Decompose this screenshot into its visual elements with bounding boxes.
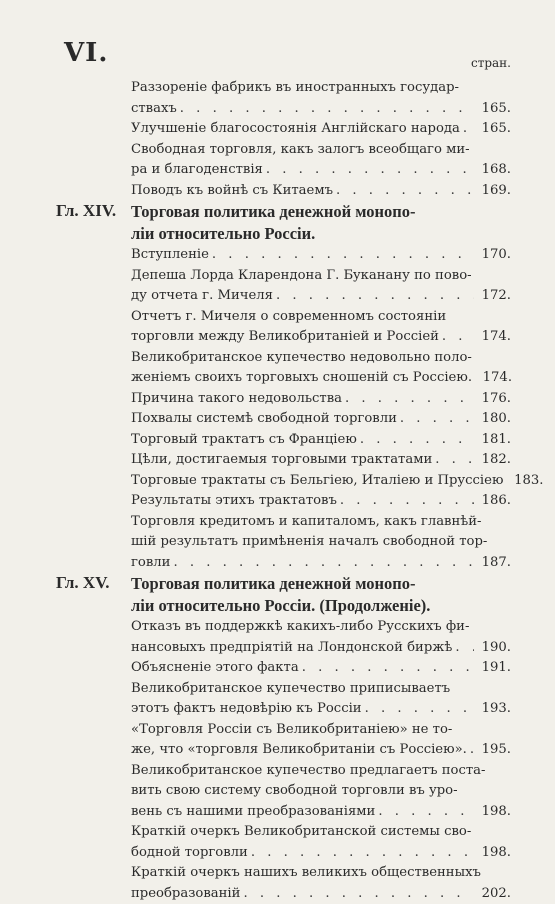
entry-text-line: вить свою систему свободной торговли въ уро-: [131, 781, 458, 802]
dot-leader: [442, 327, 474, 348]
entry-text-line: Цѣли, достигаемыя торговыми трактатами: [131, 450, 432, 471]
dot-leader: [243, 884, 474, 904]
entry-page-number: 174.: [477, 327, 511, 348]
entry-text-line: Результаты этихъ трактатовъ: [131, 491, 337, 512]
dot-leader: [251, 843, 474, 864]
chapter-title-line: ліи относительно Россіи.: [131, 223, 511, 245]
toc-entry: [56, 430, 511, 451]
entry-text-line: женіемъ своихъ торговыхъ сношеній съ Россіею.: [131, 368, 472, 389]
entry-text-line: Похвалы системѣ свободной торговли: [131, 409, 397, 430]
toc-entry: [56, 450, 511, 471]
chapter-title-line: Торговая политика денежной монопо-: [131, 573, 511, 595]
dot-leader: [360, 430, 474, 451]
dot-leader: [365, 699, 474, 720]
entry-text-line: Великобританское купечество недовольно поло-: [131, 348, 472, 369]
entry-text-line: Отчетъ г. Мичеля о современномъ состояніи: [131, 307, 446, 328]
entry-text-line: Торговый трактатъ съ Франціею: [131, 430, 357, 451]
entry-text-line: Раззореніе фабрикъ въ иностранныхъ государ-: [131, 78, 459, 99]
toc-entry: [56, 617, 511, 658]
dot-leader: [336, 181, 474, 202]
dot-leader: [173, 553, 474, 574]
entry-text-line: Торговля кредитомъ и капиталомъ, какъ главнѣй-: [131, 512, 481, 533]
entry-text-line: вень съ нашими преобразованіями: [131, 802, 375, 823]
toc-entry: [56, 266, 511, 307]
chapter-title-line: Торговая политика денежной монопо-: [131, 201, 511, 223]
entry-text-line: Вступленіе: [131, 245, 209, 266]
dot-leader: [212, 245, 474, 266]
entry-page-number: 180.: [477, 409, 511, 430]
toc-entry: [56, 512, 511, 574]
entry-page-number: 195.: [477, 740, 511, 761]
table-of-contents: [56, 78, 511, 904]
entry-text-line: бодной торговли: [131, 843, 248, 864]
dot-leader: [455, 638, 474, 659]
chapter-title-line: ліи относительно Россіи. (Продолженіе).: [131, 595, 511, 617]
entry-page-number: 190.: [477, 638, 511, 659]
toc-entry: [56, 245, 511, 266]
entry-page-number: 172.: [477, 286, 511, 307]
chapter-heading: [56, 573, 511, 617]
chapter-title: [131, 573, 511, 617]
entry-page-number: 187.: [477, 553, 511, 574]
entry-text-line: ра и благоденствія: [131, 160, 263, 181]
entry-text-line: Поводъ къ войнѣ съ Китаемъ: [131, 181, 333, 202]
toc-entry: [56, 119, 511, 140]
entry-text-line: Улучшеніе благосостоянія Англійскаго народа: [131, 119, 460, 140]
entry-text-line: Отказъ въ поддержкѣ какихъ-либо Русскихъ фи-: [131, 617, 469, 638]
dot-leader: [302, 658, 474, 679]
toc-entry: [56, 348, 511, 389]
dot-leader: [266, 160, 474, 181]
entry-text-line: шій результатъ примѣненія началъ свободной тор-: [131, 532, 487, 553]
dot-leader: [345, 389, 474, 410]
dot-leader: [180, 99, 474, 120]
toc-entry: [56, 409, 511, 430]
entry-text-line: Великобританское купечество приписываетъ: [131, 679, 450, 700]
dot-leader: [463, 119, 474, 140]
toc-entry: [56, 761, 511, 823]
toc-entry: [56, 720, 511, 761]
entry-text-line: Причина такого недовольства: [131, 389, 342, 410]
entry-page-number: 202.: [477, 884, 511, 904]
entry-page-number: 193.: [477, 699, 511, 720]
chapter-label: Гл. XV.: [56, 573, 110, 594]
toc-entry: [56, 471, 511, 492]
dot-leader: [400, 409, 474, 430]
entry-text-line: же, что «торговля Великобританіи съ Россіею».: [131, 740, 467, 761]
chapter-title: [131, 201, 511, 245]
entry-text-line: Торговые трактаты съ Бельгіею, Италіею и Пруссіею: [131, 471, 503, 492]
entry-text-line: Краткій очеркъ нашихъ великихъ общественныхъ: [131, 863, 481, 884]
entry-page-number: 165.: [477, 99, 511, 120]
dot-leader: [378, 802, 474, 823]
toc-entry: [56, 679, 511, 720]
entry-page-number: 181.: [477, 430, 511, 451]
toc-entry: [56, 822, 511, 863]
entry-text-line: Свободная торговля, какъ залогъ всеобщаго ми-: [131, 140, 470, 161]
entry-text-line: ду отчета г. Мичеля: [131, 286, 273, 307]
chapter-heading: [56, 201, 511, 245]
entry-text-line: «Торговля Россіи съ Великобританіею» не то-: [131, 720, 452, 741]
entry-page-number: 183.: [509, 471, 543, 492]
entry-page-number: 165.: [477, 119, 511, 140]
entry-text-line: говли: [131, 553, 170, 574]
toc-entry: [56, 863, 511, 904]
entry-page-number: 191.: [477, 658, 511, 679]
entry-text-line: нансовыхъ предпріятій на Лондонской биржѣ: [131, 638, 452, 659]
entry-page-number: 198.: [477, 843, 511, 864]
entry-page-number: 182.: [477, 450, 511, 471]
toc-entry: [56, 140, 511, 181]
entry-page-number: 174.: [478, 368, 512, 389]
entry-text-line: Депеша Лорда Кларендона Г. Бyканану по пово-: [131, 266, 472, 287]
entry-page-number: 170.: [477, 245, 511, 266]
toc-entry: [56, 181, 511, 202]
dot-leader: [276, 286, 474, 307]
entry-page-number: 169.: [477, 181, 511, 202]
toc-entry: [56, 307, 511, 348]
entry-text-line: ствахъ: [131, 99, 177, 120]
page-column-heading: стран.: [471, 56, 511, 70]
toc-entry: [56, 491, 511, 512]
entry-text-line: преобразованій: [131, 884, 240, 904]
dot-leader: [340, 491, 474, 512]
entry-text-line: этотъ фактъ недовѣрію къ Россіи: [131, 699, 362, 720]
entry-text-line: Великобританское купечество предлагаетъ поста-: [131, 761, 485, 782]
toc-entry: [56, 78, 511, 119]
entry-page-number: 168.: [477, 160, 511, 181]
entry-text-line: торговли между Великобританіей и Россіей: [131, 327, 439, 348]
entry-page-number: 176.: [477, 389, 511, 410]
entry-text-line: Краткій очеркъ Великобританской системы сво-: [131, 822, 471, 843]
toc-entry: [56, 389, 511, 410]
chapter-label: Гл. XIV.: [56, 201, 116, 222]
toc-entry: [56, 658, 511, 679]
dot-leader: [435, 450, 474, 471]
entry-page-number: 186.: [477, 491, 511, 512]
entry-page-number: 198.: [477, 802, 511, 823]
entry-text-line: Объясненіе этого факта: [131, 658, 299, 679]
page-number: VI.: [64, 38, 108, 68]
dot-leader: [470, 740, 474, 761]
